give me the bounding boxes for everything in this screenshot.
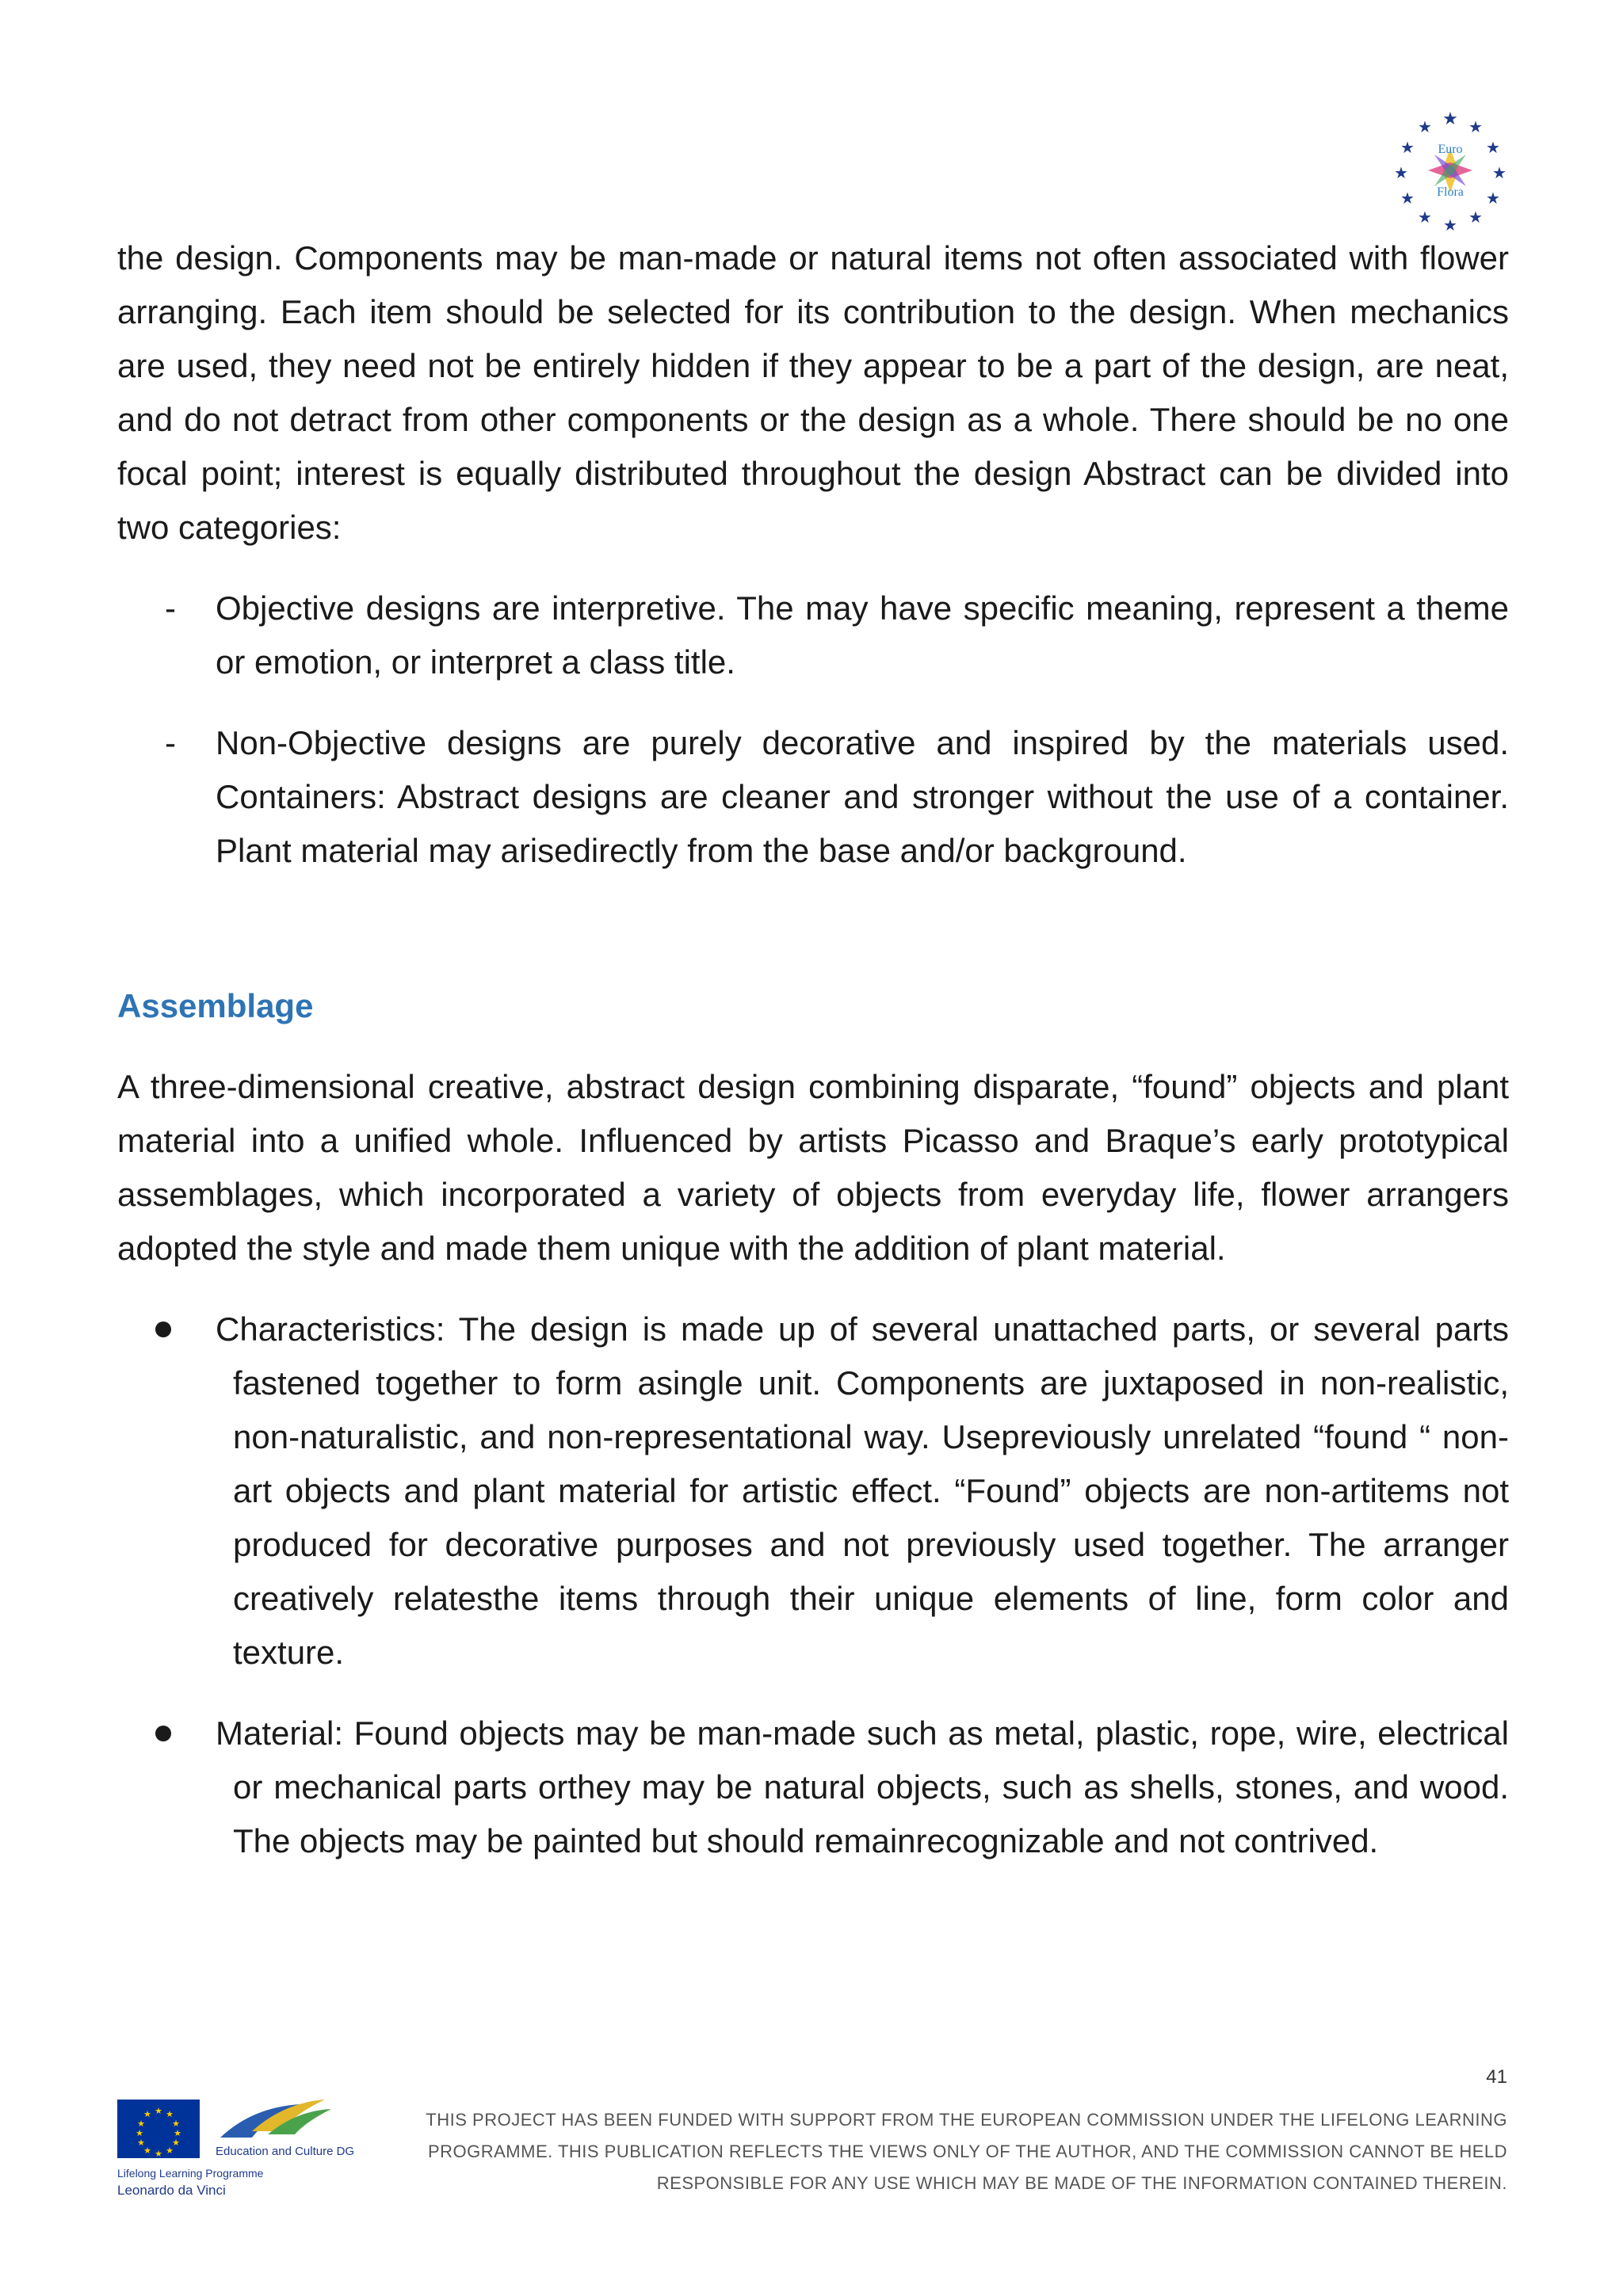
- svg-text:★: ★: [143, 2145, 151, 2156]
- dash-marker: -: [165, 589, 176, 627]
- svg-text:★: ★: [1486, 189, 1500, 208]
- section-heading: Assemblage: [117, 987, 314, 1024]
- svg-text:★: ★: [1492, 163, 1507, 182]
- list-item-text: Objective designs are interpretive. The may have specific meaning, represent a theme or emotion, or interpret a class title.: [216, 589, 1509, 681]
- svg-text:★: ★: [1418, 208, 1432, 227]
- bullet-icon: [155, 1322, 171, 1337]
- svg-text:★: ★: [172, 2138, 180, 2148]
- svg-text:★: ★: [1443, 215, 1457, 234]
- disclaimer-line: PROGRAMME. THIS PUBLICATION REFLECTS THE VIEWS ONLY OF THE AUTHOR, AND THE COMMISSION CANNOT BE HELD: [427, 2142, 1507, 2161]
- list-item: [117, 716, 1509, 878]
- list-item: [117, 582, 1509, 689]
- page-number: 41: [1486, 2066, 1507, 2088]
- svg-text:★: ★: [1486, 138, 1500, 157]
- svg-text:★: ★: [172, 2119, 180, 2129]
- svg-text:★: ★: [136, 2128, 143, 2138]
- list-item-text: Material: Found objects may be man-made such as metal, plastic, rope, wire, electrical or mechanical parts orthey may be natural objects, such as shells, stones, and wood. The objects may be painted but should remainrecognizable and not contrived.: [216, 1714, 1509, 1859]
- svg-text:★: ★: [1468, 208, 1483, 227]
- disclaimer-line: RESPONSIBLE FOR ANY USE WHICH MAY BE MADE OF THE INFORMATION CONTAINED THEREIN.: [656, 2173, 1507, 2193]
- list-item: [117, 1302, 1509, 1680]
- svg-text:★: ★: [155, 2106, 162, 2116]
- abstract-categories-list: [117, 582, 1509, 878]
- svg-text:★: ★: [166, 2109, 174, 2119]
- svg-text:★: ★: [1442, 109, 1458, 129]
- dg-label: Education and Culture DG: [216, 2145, 355, 2158]
- logo-euro-text: Euro: [1438, 143, 1463, 156]
- svg-text:★: ★: [1468, 117, 1483, 136]
- ldv-label: Leonardo da Vinci: [117, 2183, 226, 2198]
- list-item: [117, 1707, 1509, 1868]
- page-content: [117, 231, 1509, 1895]
- bullet-icon: [155, 1726, 171, 1741]
- assemblage-bullet-list: [117, 1302, 1509, 1868]
- funding-disclaimer: [372, 2104, 1507, 2199]
- svg-text:★: ★: [137, 2138, 145, 2148]
- svg-text:★: ★: [174, 2128, 181, 2138]
- disclaimer-line: THIS PROJECT HAS BEEN FUNDED WITH SUPPORT FROM THE EUROPEAN COMMISSION UNDER THE LIFELONG LEARNING: [426, 2110, 1507, 2130]
- list-item-text: Non-Objective designs are purely decorative and inspired by the materials used. Containers: Abstract designs are cleaner and stronger without the use of a container. Plant material may arisedirectly from the base and/or background.: [216, 724, 1509, 869]
- svg-text:★: ★: [137, 2119, 145, 2129]
- svg-text:★: ★: [166, 2145, 174, 2156]
- svg-text:★: ★: [143, 2109, 151, 2119]
- footer-logos: [117, 2076, 363, 2218]
- intro-paragraph: the design. Components may be man-made or natural items not often associated with flower arranging. Each item should be selected for its contribution to the design. When mechanics are used, they need not be entirely hidden if they appear to be a part of the design, are neat, and do not detract from other components or the design as a whole. There should be no one focal point; interest is equally distributed throughout the design Abstract can be divided into two categories:: [117, 239, 1509, 546]
- assemblage-paragraph: A three-dimensional creative, abstract design combining disparate, “found” objects and plant material into a unified whole. Influenced by artists Picasso and Braque’s early prototypical assemblages, which incorporated a variety of objects from everyday life, flower arrangers adopted the style and made them unique with the addition of plant material.: [117, 1068, 1509, 1267]
- svg-text:★: ★: [1400, 189, 1415, 208]
- svg-text:★: ★: [1394, 163, 1408, 182]
- svg-text:★: ★: [155, 2149, 162, 2159]
- list-item-text: Characteristics: The design is made up of several unattached parts, or several parts fastened together to form asingle unit. Components are juxtaposed in non-realistic, non-naturalistic, and non-representational way. Usepreviously unrelated “found “ non-art objects and plant material for artistic effect. “Found” objects are non-artitems not produced for decorative purposes and not previously used together. The arranger creatively relatesthe items through their unique elements of line, form color and texture.: [216, 1310, 1509, 1671]
- llp-label: Lifelong Learning Programme: [117, 2167, 264, 2180]
- svg-text:★: ★: [1418, 117, 1432, 136]
- svg-text:★: ★: [1400, 138, 1415, 157]
- logo-flora-text: Flora: [1437, 185, 1464, 199]
- dash-marker: -: [165, 724, 176, 761]
- euroflora-logo: [1387, 107, 1514, 234]
